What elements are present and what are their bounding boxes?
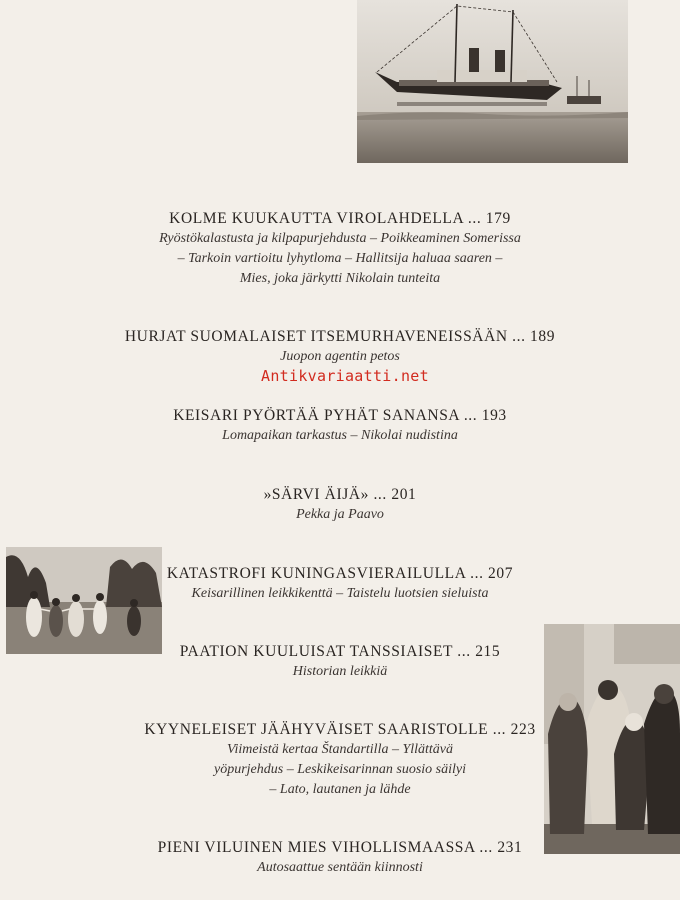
toc-entry	[0, 209, 680, 289]
chapter-title: KOLME KUUKAUTTA VIROLAHDELLA ... 179	[169, 210, 511, 227]
chapter-subtopics-line: Historian leikkiä	[292, 664, 388, 679]
chapter-title: KEISARI PYÖRTÄÄ PYHÄT SANANSA ... 193	[173, 407, 507, 424]
chapter-title: KYYNELEISET JÄÄHYVÄISET SAARISTOLLE ... 223	[144, 721, 536, 738]
chapter-subtopics-line: – Tarkoin vartioitu lyhytloma – Hallitsija haluaa saaren –	[177, 251, 503, 266]
toc-entry	[0, 327, 680, 367]
chapter-title: HURJAT SUOMALAISET ITSEMURHAVENEISSÄÄN ... 189	[124, 328, 556, 345]
chapter-subtopics-line: – Lato, lautanen ja lähde	[269, 782, 411, 797]
yacht-illustration	[357, 0, 628, 163]
chapter-subtopics-line: Mies, joka järkytti Nikolain tunteita	[239, 271, 441, 286]
chapter-title: PIENI VILUINEN MIES VIHOLLISMAASSA ... 231	[157, 839, 523, 856]
toc-entry	[0, 720, 680, 800]
chapter-title: KATASTROFI KUNINGASVIERAILULLA ... 207	[166, 565, 514, 582]
chapter-subtopics-line: Ryöstökalastusta ja kilpapurjehdusta – Poikkeaminen Somerissa	[159, 231, 521, 246]
chapter-title: PAATION KUULUISAT TANSSIAISET ... 215	[179, 643, 501, 660]
watermark-text: Antikvariaatti.net	[261, 367, 429, 385]
chapter-title: »SÄRVI ÄIJÄ» ... 201	[263, 486, 417, 503]
toc-entry	[0, 485, 680, 525]
yacht-photo	[357, 0, 628, 163]
chapter-subtopics-line: Autosaattue sentään kiinnosti	[257, 860, 423, 875]
chapter-subtopics-line: Pekka ja Paavo	[296, 507, 384, 522]
chapter-subtopics-line: Viimeistä kertaa Štandartilla – Yllättävä	[226, 742, 454, 757]
chapter-subtopics-line: yöpurjehdus – Leskikeisarinnan suosio säilyi	[214, 762, 466, 777]
chapter-subtopics-line: Juopon agentin petos	[280, 349, 400, 364]
chapter-subtopics-line: Lomapaikan tarkastus – Nikolai nudistina	[222, 428, 458, 443]
toc-entry	[0, 564, 680, 604]
toc-entry	[0, 406, 680, 446]
chapter-subtopics-line: Keisarillinen leikkikenttä – Taistelu luotsien sieluista	[191, 586, 489, 601]
toc-entry	[0, 642, 680, 682]
toc-entry	[0, 838, 680, 878]
